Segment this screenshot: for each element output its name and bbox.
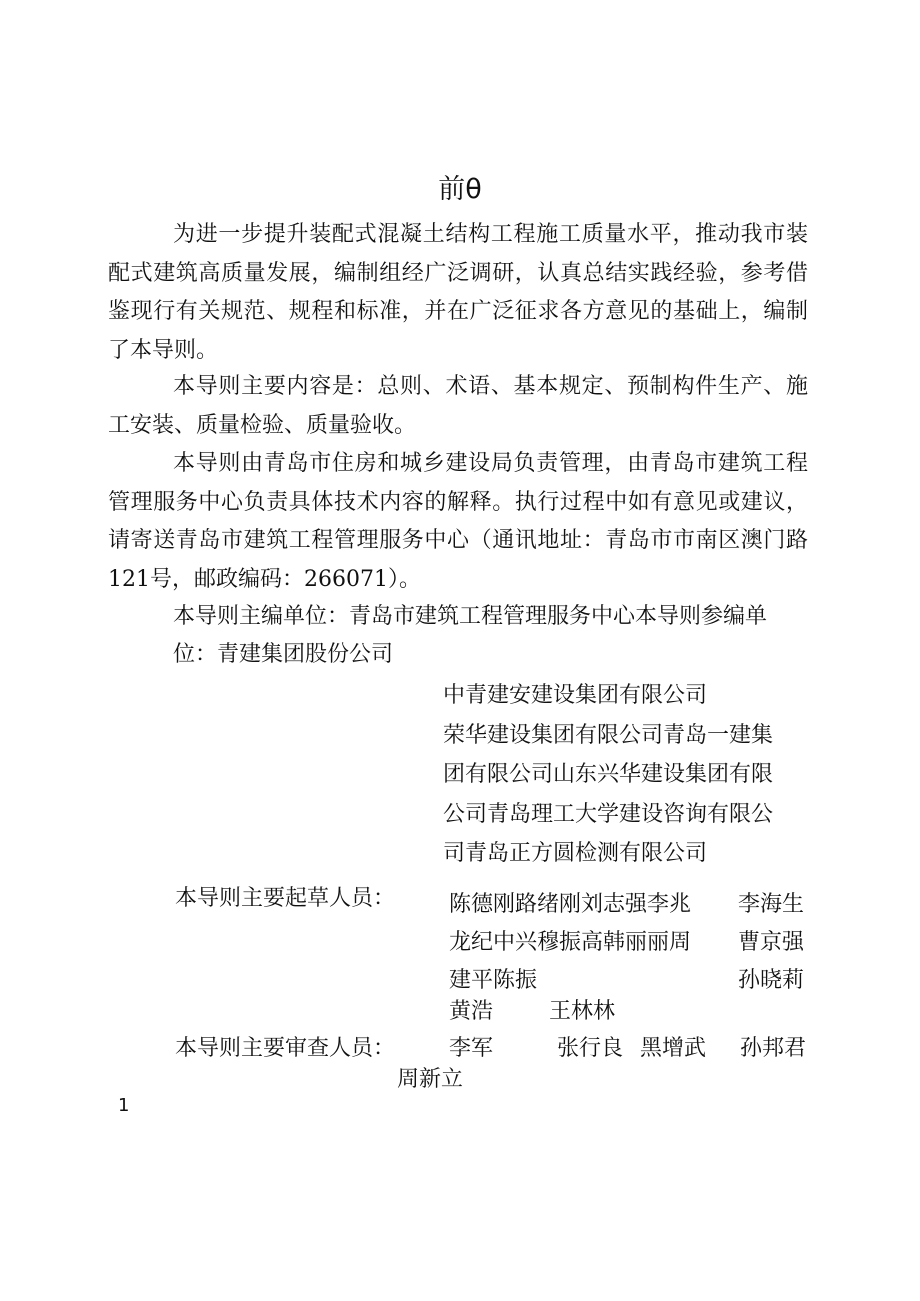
reviewer-name: 孙邦君	[740, 1036, 807, 1061]
drafters-row-4-a: 黄浩	[449, 999, 494, 1024]
paragraph-contents: 本导则主要内容是：总则、术语、基本规定、预制构件生产、施工安装、质量检验、质量验收。	[108, 374, 808, 438]
reviewer-name: 周新立	[397, 1067, 464, 1092]
drafters-row-3: 建平陈振	[449, 968, 538, 993]
reviewers-label: 本导则主要审查人员：	[175, 1036, 396, 1061]
paragraph-management: 本导则由青岛市住房和城乡建设局负责管理，由青岛市建筑工程管理服务中心负责具体技术内容的解释。执行过程中如有意见或建议，请寄送青岛市建筑工程管理服务中心（通讯地址：青岛市市南区澳门路121号，邮政编码：266071）。	[108, 451, 808, 592]
drafters-row-2-right: 曹京强	[738, 930, 805, 955]
participant-line: 团有限公司山东兴华建设集团有限	[443, 762, 774, 787]
participant-line: 中青建安建设集团有限公司	[443, 683, 708, 708]
drafters-row-1: 陈德刚路绪刚刘志强李兆	[449, 892, 692, 917]
participating-units-list	[443, 676, 793, 874]
page-number: 1	[118, 1095, 130, 1116]
editor-units-line-2: 位：青建集团股份公司	[173, 642, 394, 667]
participant-line: 司青岛正方圆检测有限公司	[443, 841, 708, 866]
paragraph-intro: 为进一步提升装配式混凝土结构工程施工质量水平，推动我市装配式建筑高质量发展，编制组经广泛调研，认真总结实践经验，参考借鉴现行有关规范、规程和标准，并在广泛征求各方意见的基础上，编制了本导则。	[108, 222, 808, 363]
page-title: 前θ	[438, 174, 482, 205]
reviewer-name: 李军	[449, 1036, 494, 1061]
drafters-label: 本导则主要起草人员：	[175, 886, 396, 911]
reviewer-name: 张行良	[557, 1036, 624, 1061]
participant-line: 荣华建设集团有限公司青岛一建集	[443, 722, 774, 748]
drafters-row-4-b: 王林林	[549, 999, 616, 1024]
drafters-row-1-right: 李海生	[738, 892, 805, 917]
reviewer-name: 黑增武	[640, 1036, 707, 1061]
drafters-row-2: 龙纪中兴穆振高韩丽丽周	[449, 930, 692, 955]
drafters-row-3-right: 孙晓莉	[738, 968, 805, 993]
editor-units-line-1: 本导则主编单位：青岛市建筑工程管理服务中心本导则参编单	[173, 604, 768, 629]
participant-line: 公司青岛理工大学建设咨询有限公	[443, 801, 774, 827]
